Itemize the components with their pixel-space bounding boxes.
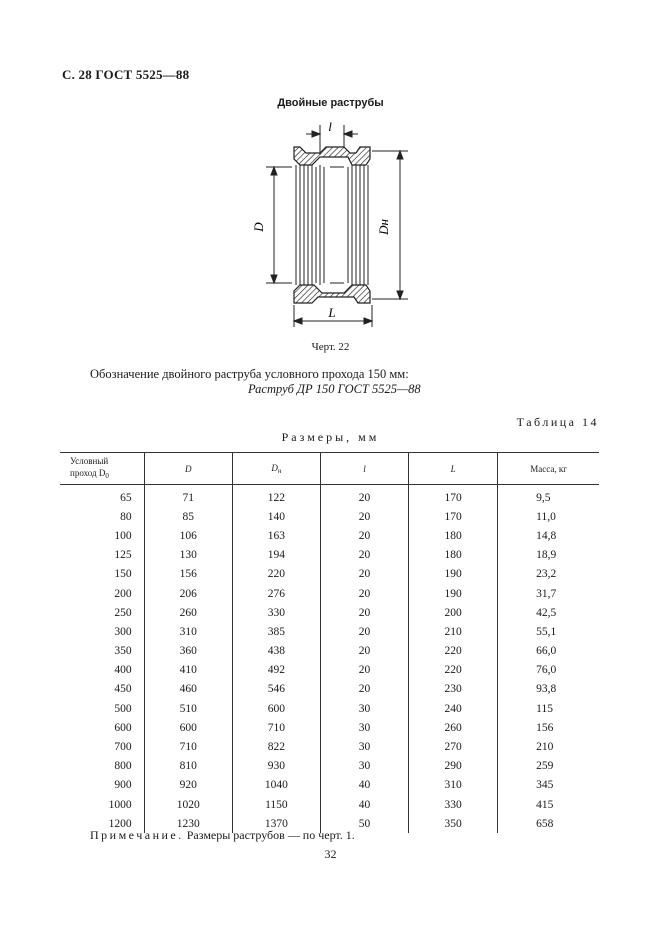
table-cell: 106	[144, 526, 232, 545]
table-cell: 710	[144, 737, 232, 756]
table-cell: 180	[409, 526, 498, 545]
table-cell: 20	[320, 546, 408, 565]
table-cell: 360	[144, 642, 232, 661]
table-cell: 350	[114, 645, 132, 658]
table-cell: 20	[320, 526, 408, 545]
table-cell: 23,2	[498, 565, 599, 584]
table-cell: 180	[409, 546, 498, 565]
table-cell: 810	[144, 757, 232, 776]
label-Dn: Dн	[376, 219, 391, 235]
note-label: Примечание.	[90, 828, 184, 842]
table-cell: 93,8	[498, 680, 599, 699]
page-number: 32	[324, 847, 337, 861]
table-row	[60, 680, 599, 699]
table-cell: 11,0	[498, 507, 599, 526]
table-cell: 900	[114, 779, 132, 792]
header-nominal-bore-sub: 0	[105, 472, 109, 480]
table-cell: 290	[409, 757, 498, 776]
table-cell: 122	[232, 485, 320, 508]
table-cell: 156	[144, 565, 232, 584]
table-cell: 210	[409, 622, 498, 641]
page-header: С. 28 ГОСТ 5525—88	[62, 67, 190, 82]
table-cell: 30	[320, 757, 408, 776]
table-cell: 20	[320, 584, 408, 603]
table-cell: 700	[114, 741, 132, 754]
table-cell: 1150	[232, 795, 320, 814]
table-cell: 20	[320, 565, 408, 584]
table-cell: 350	[409, 814, 498, 833]
table-cell: 546	[232, 680, 320, 699]
table-cell: 230	[409, 680, 498, 699]
table-cell: 31,7	[498, 584, 599, 603]
table-cell: 250	[114, 606, 132, 619]
table-cell: 800	[114, 760, 132, 773]
table-row	[60, 622, 599, 641]
table-cell: 260	[144, 603, 232, 622]
table-cell: 410	[144, 661, 232, 680]
table-cell: 920	[144, 776, 232, 795]
table-cell: 163	[232, 526, 320, 545]
table-cell: 300	[114, 625, 132, 638]
table-number: Таблица 14	[516, 415, 599, 429]
label-D: D	[251, 222, 266, 232]
table-cell: 40	[320, 795, 408, 814]
table-cell: 240	[409, 699, 498, 718]
table-row	[60, 546, 599, 565]
table-cell: 80	[120, 510, 132, 523]
double-socket-drawing	[240, 115, 420, 335]
table-cell: 220	[409, 661, 498, 680]
header-L: L	[409, 453, 498, 485]
drawing-caption: Черт. 22	[311, 341, 350, 353]
table-cell: 450	[114, 683, 132, 696]
table-cell: 822	[232, 737, 320, 756]
table-cell: 400	[114, 664, 132, 677]
table-cell: 20	[320, 507, 408, 526]
table-cell: 65	[120, 491, 132, 504]
header-nominal-bore-line2: проход D	[70, 468, 106, 478]
table-cell: 55,1	[498, 622, 599, 641]
table-cell: 40	[320, 776, 408, 795]
table-cell: 170	[409, 507, 498, 526]
dim-D	[266, 167, 292, 283]
table-cell: 270	[409, 737, 498, 756]
table-cell: 600	[144, 718, 232, 737]
bottom-wall-section	[294, 285, 370, 303]
table-row	[60, 584, 599, 603]
header-mass: Масса, кг	[498, 453, 599, 485]
table-cell: 330	[409, 795, 498, 814]
header-nominal-bore	[60, 453, 144, 485]
table-cell: 330	[232, 603, 320, 622]
header-Dn	[232, 453, 320, 485]
dimensions-table	[60, 452, 599, 833]
table-cell: 210	[498, 737, 599, 756]
table-cell: 190	[409, 584, 498, 603]
table-cell: 76,0	[498, 661, 599, 680]
table-cell: 20	[320, 622, 408, 641]
table-cell: 460	[144, 680, 232, 699]
table-note	[90, 828, 355, 843]
table-cell: 100	[114, 529, 132, 542]
table-row	[60, 776, 599, 795]
table-row	[60, 485, 599, 508]
table-cell: 415	[498, 795, 599, 814]
table-cell: 190	[409, 565, 498, 584]
header-Dn-main: D	[271, 462, 278, 473]
table-row	[60, 507, 599, 526]
table-row	[60, 642, 599, 661]
thread-lines	[296, 165, 368, 285]
table-cell: 310	[144, 622, 232, 641]
table-row	[60, 795, 599, 814]
table-cell: 20	[320, 661, 408, 680]
table-cell: 30	[320, 718, 408, 737]
table-row	[60, 661, 599, 680]
header-nominal-bore-line1: Условный	[70, 456, 109, 466]
table-cell: 220	[232, 565, 320, 584]
header-Dn-sub: н	[277, 466, 282, 475]
table-cell: 276	[232, 584, 320, 603]
table-row	[60, 565, 599, 584]
table-cell: 50	[320, 814, 408, 833]
header-D: D	[144, 453, 232, 485]
table-cell: 1200	[108, 817, 132, 830]
table-cell: 345	[498, 776, 599, 795]
table-cell: 71	[144, 485, 232, 508]
table-row	[60, 757, 599, 776]
table-cell: 385	[232, 622, 320, 641]
table-cell: 510	[144, 699, 232, 718]
table-cell: 20	[320, 642, 408, 661]
table-cell: 658	[498, 814, 599, 833]
table-cell: 438	[232, 642, 320, 661]
table-cell: 150	[114, 568, 132, 581]
table-cell: 115	[498, 699, 599, 718]
header-l: l	[320, 453, 408, 485]
table-cell: 20	[320, 680, 408, 699]
table-cell: 492	[232, 661, 320, 680]
table-cell: 156	[498, 718, 599, 737]
label-L: L	[328, 305, 336, 320]
table-cell: 30	[320, 737, 408, 756]
table-cell: 206	[144, 584, 232, 603]
table-cell: 220	[409, 642, 498, 661]
table-cell: 710	[232, 718, 320, 737]
table-cell: 1230	[144, 814, 232, 833]
table-cell: 194	[232, 546, 320, 565]
table-cell: 600	[114, 721, 132, 734]
table-cell: 20	[320, 603, 408, 622]
table-cell: 30	[320, 699, 408, 718]
table-cell: 130	[144, 546, 232, 565]
table-cell: 1020	[144, 795, 232, 814]
table-cell: 200	[409, 603, 498, 622]
label-l: l	[328, 119, 332, 134]
table-cell: 85	[144, 507, 232, 526]
table-cell: 125	[114, 549, 132, 562]
table-cell: 18,9	[498, 546, 599, 565]
table-cell: 1000	[108, 798, 132, 811]
table-cell: 260	[409, 718, 498, 737]
table-cell: 600	[232, 699, 320, 718]
table-cell: 9,5	[498, 485, 599, 508]
drawing-title: Двойные раструбы	[277, 97, 384, 109]
table-header-row	[60, 453, 599, 485]
table-cell: 310	[409, 776, 498, 795]
table-cell: 930	[232, 757, 320, 776]
designation-text: Обозначение двойного раструба условного прохода 150 мм:	[90, 367, 409, 381]
table-row	[60, 526, 599, 545]
table-cell: 66,0	[498, 642, 599, 661]
table-row	[60, 603, 599, 622]
designation-example: Раструб ДР 150 ГОСТ 5525—88	[248, 382, 421, 396]
table-row	[60, 718, 599, 737]
table-cell: 14,8	[498, 526, 599, 545]
table-cell: 170	[409, 485, 498, 508]
table-subtitle: Размеры, мм	[281, 430, 380, 444]
note-text: Размеры раструбов — по черт. 1.	[183, 828, 355, 842]
table-cell: 1370	[232, 814, 320, 833]
table-cell: 140	[232, 507, 320, 526]
table-cell: 20	[320, 485, 408, 508]
table-cell: 42,5	[498, 603, 599, 622]
table-cell: 500	[114, 702, 132, 715]
table-cell: 259	[498, 757, 599, 776]
table-cell: 200	[114, 587, 132, 600]
table-row	[60, 699, 599, 718]
top-wall-section	[294, 147, 370, 165]
table-cell: 1040	[232, 776, 320, 795]
table-row	[60, 737, 599, 756]
